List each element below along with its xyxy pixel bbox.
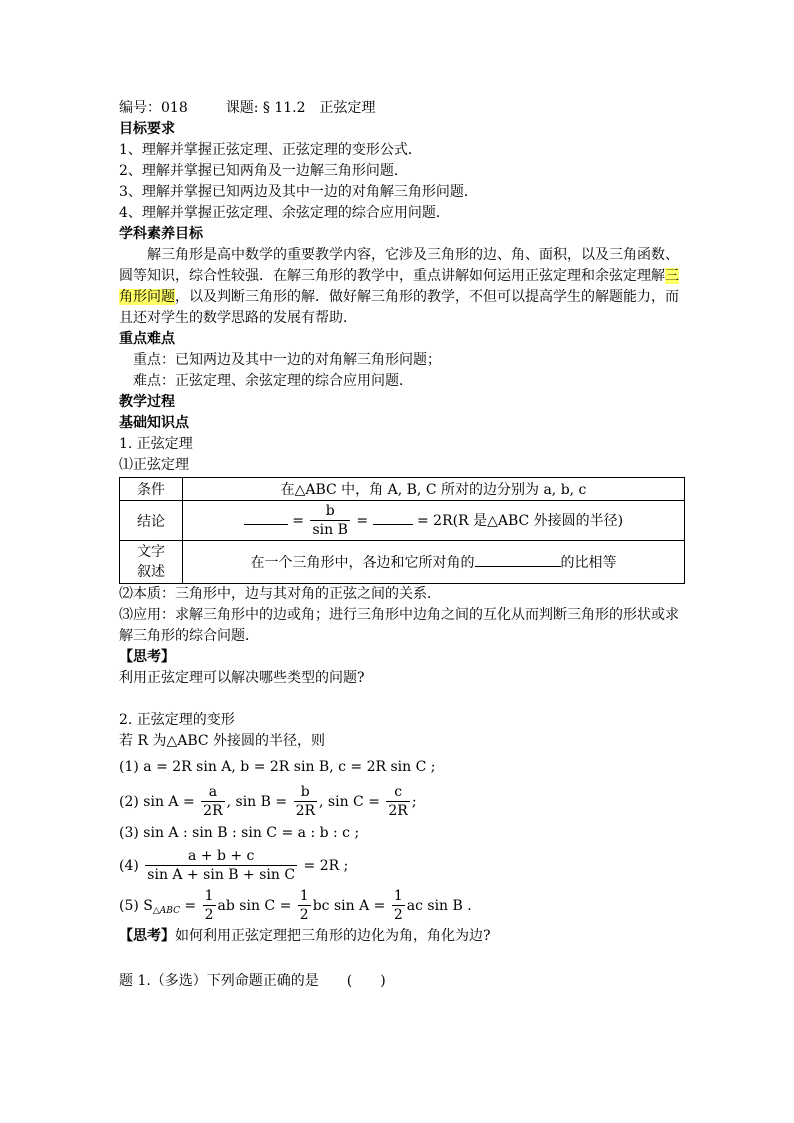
section-1-title: 1. 正弦定理 [119, 436, 193, 452]
fraction-numerator: c [394, 784, 403, 800]
section-2-intro: 若 R 为△ABC 外接圆的半径，则 [119, 733, 326, 749]
think-2-label: 【思考】 [119, 928, 175, 944]
fraction-denominator: 2 [393, 907, 403, 923]
fraction-denominator: 2R [388, 803, 408, 819]
formula-4-end: = 2R ; [303, 858, 349, 874]
doc-number: 编号：018 [119, 100, 188, 116]
literacy-heading: 学科素养目标 [119, 226, 203, 242]
highlighted-text: 三角形问题 [119, 268, 679, 305]
fraction-denominator: 2R [295, 803, 316, 819]
goal-item-3: 3、理解并掌握已知两边及其中一边的对角解三角形问题． [119, 184, 478, 200]
fraction-numerator: b [300, 784, 310, 800]
fraction-numerator: 1 [393, 888, 403, 904]
formula-5-term: ab sin C = [217, 898, 292, 914]
formula-2-mid: , sin C = [319, 794, 380, 810]
cell-conclusion-value: = $\frac{b}{\text{sin B}}$ = = 2R(R 是△ABC 外接圆的半径) [183, 501, 685, 541]
think-heading: 【思考】 [119, 649, 175, 665]
table-row [120, 501, 685, 541]
formula-2 [119, 784, 685, 820]
label-line-2: 叙述 [137, 564, 165, 580]
document-body [119, 98, 685, 992]
cell-statement-value [183, 541, 685, 584]
label-line-1: 文字 [137, 544, 165, 560]
formula-5: (5) $S_{\triangle ABC}$ = $\frac{1}{2}$ ab sin C = $\frac{1}{2}$ bc sin A = $\frac{1}{2}$ ac sin B . [119, 888, 472, 923]
application-line-2: 解三角形的综合问题． [119, 628, 259, 644]
goal-item-1: 1、理解并掌握正弦定理、正弦定理的变形公式． [119, 142, 422, 158]
essence-line: ⑵本质：三角形中，边与其对角的正弦之间的关系． [119, 586, 441, 602]
spacer [119, 689, 685, 710]
answer-blank [244, 524, 288, 525]
question-1: 题 1.（多选）下列命题正确的是 ( ) [119, 973, 386, 989]
fraction-b-over-2R [294, 784, 317, 820]
fraction-denominator: sin A + sin B + sin C [147, 867, 296, 883]
goal-item-2: 2、理解并掌握已知两角及一边解三角形问题． [119, 163, 408, 179]
cell-condition-value: 在△ABC 中，角 A, B, C 所对的边分别为 a, b, c [183, 478, 685, 501]
literacy-paragraph [119, 245, 685, 329]
fraction-denominator: 2 [204, 907, 214, 923]
difficult-point: 难点：正弦定理、余弦定理的综合应用问题． [133, 373, 413, 389]
fraction-denominator: sin B [312, 521, 348, 538]
table-row [120, 478, 685, 501]
fraction-b-over-sinB [310, 503, 349, 539]
basics-heading: 基础知识点 [119, 415, 189, 431]
fraction-numerator: a + b + c [187, 848, 255, 864]
process-heading: 教学过程 [119, 394, 175, 410]
formula-2-end: ; [411, 794, 417, 810]
formula-4 [119, 848, 685, 884]
fraction-a-over-2R [201, 784, 224, 820]
think-question: 利用正弦定理可以解决哪些类型的问题? [119, 670, 365, 686]
fraction-half [392, 888, 405, 924]
subsection-1-title: ⑴正弦定理 [119, 457, 189, 473]
formula-3: (3) sin A : sin B : sin C = a : b : c ; [119, 825, 360, 841]
think-2-text: 如何利用正弦定理把三角形的边化为角，角化为边? [175, 928, 491, 944]
fraction-half [298, 888, 311, 924]
fraction-denominator: 2 [299, 907, 309, 923]
cell-condition-label: 条件 [120, 478, 183, 501]
section-2-title: 2. 正弦定理的变形 [119, 712, 235, 728]
area-subscript: △ABC [152, 906, 180, 916]
think-2-line [119, 926, 685, 947]
fraction-half [203, 888, 216, 924]
equals-2R: = 2R [417, 512, 453, 529]
formula-5-prefix: (5) S [119, 898, 153, 914]
doc-topic: 课题: § 11.2 正弦定理 [225, 100, 376, 116]
fraction-numerator: b [325, 502, 335, 519]
literacy-text: 解三角形是高中数学的重要教学内容，它涉及三角形的边、角、面积，以及三角函数、圆等知识，综合性较强．在解三角形的教学中，重点讲解如何运用正弦定理和余弦定理解 [119, 247, 679, 284]
formula-5-term: bc sin A = [312, 898, 386, 914]
fraction-c-over-2R [386, 784, 409, 820]
answer-blank [475, 566, 561, 567]
keypoints-heading: 重点难点 [119, 331, 175, 347]
goals-heading: 目标要求 [119, 121, 175, 137]
fraction-sum-ratio [145, 848, 297, 884]
formula-5-term: ac sin B . [406, 898, 472, 914]
statement-text: 在一个三角形中，各边和它所对角的 [250, 555, 475, 571]
header-line [119, 98, 685, 119]
radius-note: (R 是△ABC 外接圆的半径) [452, 512, 624, 529]
formula-2-prefix: (2) sin A = [119, 794, 195, 810]
cell-conclusion-label: 结论 [120, 501, 183, 541]
formula-4-prefix: (4) [119, 858, 139, 874]
fraction-numerator: a [208, 784, 218, 800]
answer-blank [373, 524, 413, 525]
application-line-1: ⑶应用：求解三角形中的边或角；进行三角形中边角之间的互化从而判断三角形的形状或求 [119, 607, 679, 623]
formula-1: (1) a = 2R sin A, b = 2R sin B, c = 2R sin C ; [119, 759, 436, 775]
cell-statement-label [120, 541, 183, 584]
literacy-text-end: ，以及判断三角形的解．做好解三角形的教学，不但可以提高学生的解题能力，而且还对学生的数学思路的发展有帮助． [119, 289, 679, 326]
fraction-numerator: 1 [204, 888, 214, 904]
sine-law-table [119, 477, 685, 584]
fraction-denominator: 2R [203, 803, 223, 819]
statement-text-end: 的比相等 [560, 555, 617, 571]
formula-2-mid: , sin B = [226, 794, 288, 810]
table-row [120, 541, 685, 584]
key-point: 重点：已知两边及其中一边的对角解三角形问题； [133, 352, 441, 368]
goal-item-4: 4、理解并掌握正弦定理、余弦定理的综合应用问题． [119, 205, 450, 221]
fraction-numerator: 1 [299, 888, 309, 904]
